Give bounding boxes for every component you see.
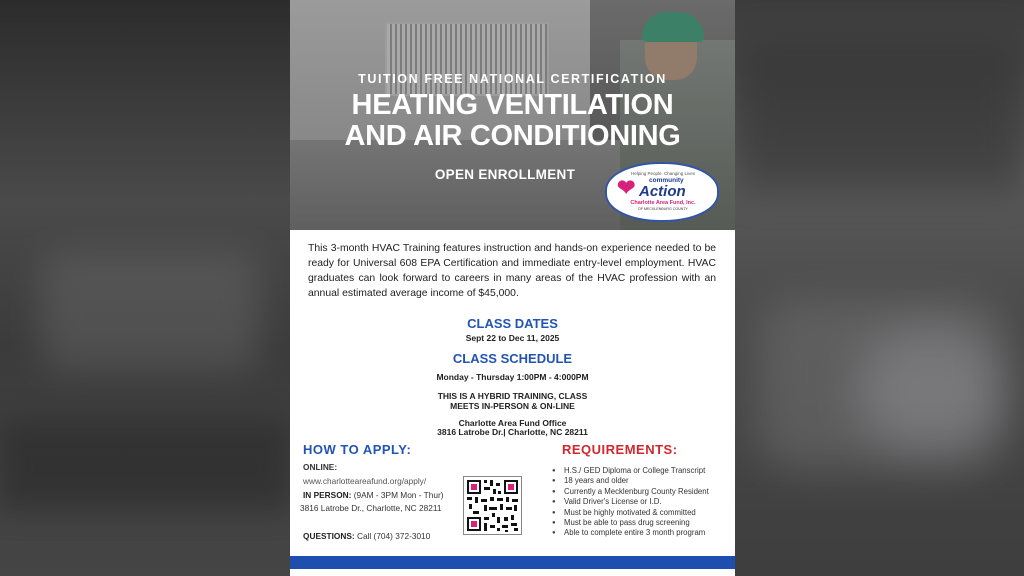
questions-line bbox=[303, 531, 430, 541]
class-dates-heading: CLASS DATES bbox=[467, 316, 558, 331]
qr-code-icon[interactable] bbox=[463, 476, 522, 535]
hero-photo bbox=[290, 0, 735, 230]
open-enrollment-label: OPEN ENROLLMENT bbox=[434, 167, 576, 182]
hybrid-notice-line-1: THIS IS A HYBRID TRAINING, CLASS bbox=[437, 391, 588, 401]
hvac-flyer bbox=[290, 0, 735, 576]
apply-url-link[interactable]: www.charlotteareafund.org/apply/ bbox=[303, 476, 427, 486]
requirement-item: ● Valid Driver's License or I.D. bbox=[552, 497, 709, 507]
background-blur-shape bbox=[735, 40, 1024, 190]
hero-title bbox=[290, 90, 735, 152]
background-blur-shape bbox=[40, 250, 260, 370]
apply-online-label: ONLINE: bbox=[303, 462, 338, 472]
blurred-background-right bbox=[735, 0, 1024, 576]
apply-in-person bbox=[303, 490, 443, 500]
blurred-background-left bbox=[0, 0, 290, 576]
requirements-list bbox=[552, 466, 709, 539]
in-person-label: IN PERSON: bbox=[303, 490, 352, 500]
in-person-hours: (9AM - 3PM Mon - Thur) bbox=[353, 490, 444, 500]
community-action-logo bbox=[605, 162, 719, 222]
logo-action-text: Action bbox=[639, 183, 686, 200]
hybrid-notice-line-2: MEETS IN-PERSON & ON-LINE bbox=[450, 401, 575, 411]
class-schedule-value: Monday - Thursday 1:00PM - 4:000PM bbox=[436, 372, 589, 382]
hero-subtitle: TUITION FREE NATIONAL CERTIFICATION bbox=[358, 72, 667, 86]
logo-community-text: community bbox=[649, 177, 684, 184]
class-dates-value: Sept 22 to Dec 11, 2025 bbox=[465, 333, 560, 343]
office-name: Charlotte Area Fund Office bbox=[458, 418, 567, 428]
requirement-item: ● H.S./ GED Diploma or College Transcript bbox=[552, 466, 709, 476]
requirement-item: ● Must be highly motivated & committed bbox=[552, 508, 709, 518]
program-description: This 3-month HVAC Training features instruction and hands-on experience needed to be ready for Universal 608 EPA Certification and immediate entry-level employment. HVAC graduates can look forward to careers in many areas of the HVAC profession with an annual estimated average income of $45,000. bbox=[308, 243, 716, 299]
office-address: 3816 Latrobe Dr.| Charlotte, NC 28211 bbox=[437, 427, 588, 437]
logo-heart-icon: ❤ bbox=[617, 175, 636, 200]
requirement-item: ● Currently a Mecklenburg County Resident bbox=[552, 487, 709, 497]
footer-color-bar bbox=[290, 556, 735, 569]
logo-county: OF MECKLENBURG COUNTY bbox=[638, 207, 688, 211]
hero-title-line-2: AND AIR CONDITIONING bbox=[344, 120, 681, 152]
class-schedule-heading: CLASS SCHEDULE bbox=[452, 351, 573, 366]
requirement-item: ● Able to complete entire 3 month program bbox=[552, 528, 709, 538]
requirements-heading: REQUIREMENTS: bbox=[562, 442, 678, 457]
background-blur-shape bbox=[855, 330, 1005, 450]
questions-label: QUESTIONS: bbox=[303, 531, 355, 541]
requirement-item: ● 18 years and older bbox=[552, 476, 709, 486]
background-blur-shape bbox=[0, 420, 290, 510]
requirement-item: ● Must be able to pass drug screening bbox=[552, 518, 709, 528]
logo-tagline: Helping People. Changing Lives bbox=[630, 171, 696, 176]
qr-code-graphic bbox=[464, 477, 521, 534]
questions-phone: Call (704) 372-3010 bbox=[356, 531, 431, 541]
hero-title-line-1: HEATING VENTILATION bbox=[351, 89, 674, 121]
logo-org-name: Charlotte Area Fund, Inc. bbox=[630, 200, 696, 206]
how-to-apply-heading: HOW TO APPLY: bbox=[303, 442, 412, 457]
apply-address: 3816 Latrobe Dr., Charlotte, NC 28211 bbox=[300, 503, 442, 513]
